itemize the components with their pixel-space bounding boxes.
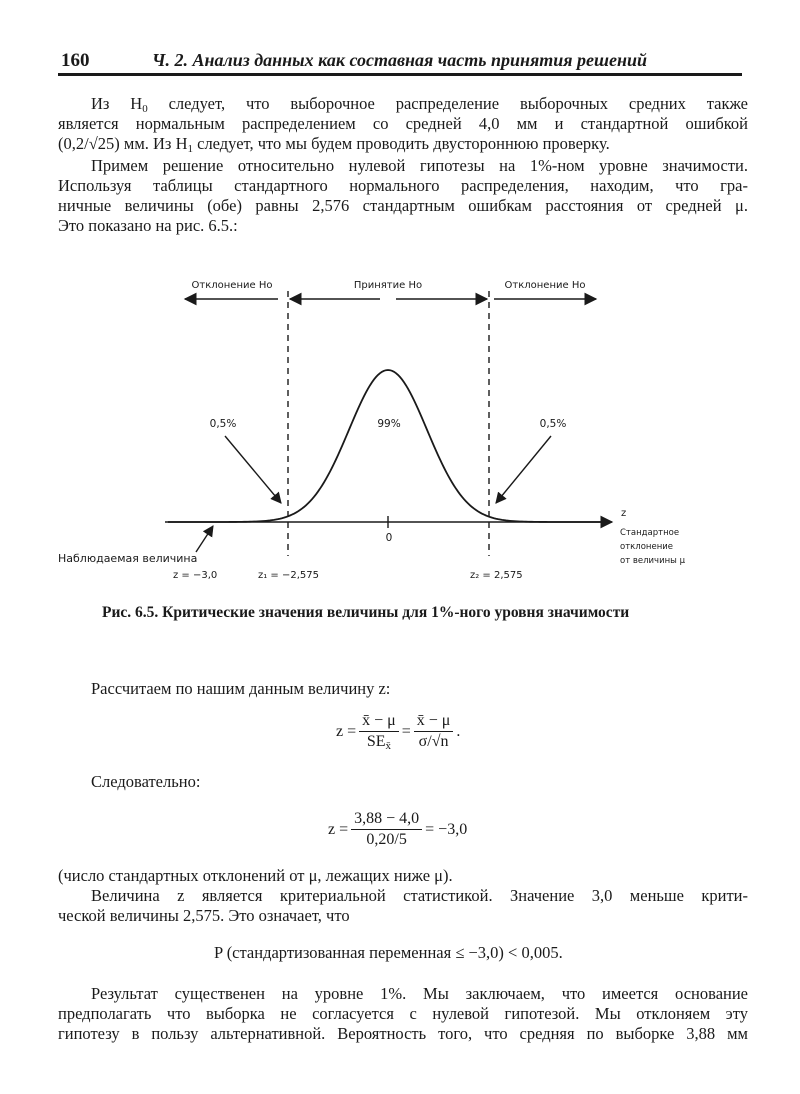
fraction-numerator: 3,88 − 4,0 <box>351 810 422 830</box>
text-line: Результат существенен на уровне 1%. Мы заключаем, что имеется основание <box>91 984 748 1003</box>
fraction-numerator: x̄ − μ <box>359 712 399 732</box>
intro-paragraph <box>58 94 748 154</box>
axis-description-line: от величины μ <box>620 556 685 566</box>
text-line: Используя таблицы стандартного нормального распределения, находим, что гра- <box>58 176 748 195</box>
probability-statement: P (стандартизованная переменная ≤ −3,0) < 0,005. <box>214 943 563 962</box>
z2-critical-label: z₂ = 2,575 <box>470 570 523 581</box>
z-formula <box>336 712 460 751</box>
fraction-sigma <box>414 712 454 751</box>
observed-value-label: Наблюдаемая величина <box>58 552 198 565</box>
region-reject-right-label: Отклонение Но <box>504 280 586 291</box>
text-line: Величина z является критериальной статистикой. Значение 3,0 меньше крити- <box>91 886 748 905</box>
mean-zero-label: 0 <box>385 532 393 544</box>
text-line: ческой величины 2,575. Это означает, что <box>58 906 350 925</box>
running-title: Ч. 2. Анализ данных как составная часть принятия решений <box>152 50 647 70</box>
text-line: (0,2/√25) мм. Из $H_1$ следует, что мы будем проводить двустороннюю проверку. <box>58 134 610 155</box>
formula-equals: = <box>401 722 411 740</box>
fraction-se <box>359 712 399 751</box>
text-line: ничные величины (обе) равны 2,576 стандартным ошибкам расстояния от средней μ. <box>58 196 748 215</box>
criterion-paragraph <box>58 866 748 926</box>
formula-end: . <box>456 722 461 740</box>
text-line: предполагать что выборка не согласуется с нулевой гипотезой. Мы отклоняем эту <box>58 1004 748 1023</box>
axis-description-line: отклонение <box>620 542 674 552</box>
header-rule <box>58 73 742 76</box>
formula-lhs: z = <box>328 820 349 838</box>
region-accept-label: Принятие Но <box>353 280 423 291</box>
text-line: Это показано на рис. 6.5.: <box>58 216 238 235</box>
text-line: Из $H_0$ следует, что выборочное распределение выборочных средних также <box>91 94 748 115</box>
result-paragraph <box>58 984 748 1044</box>
text-line: Примем решение относительно нулевой гипотезы на 1%-ном уровне значимости. <box>91 156 748 175</box>
observed-value-pointer <box>196 526 213 552</box>
decision-paragraph <box>58 156 748 236</box>
figure-caption: Рис. 6.5. Критические значения величины для 1%-ного уровня значимости <box>102 604 630 621</box>
fraction-denominator: σ/√n <box>418 733 449 750</box>
left-tail-pointer <box>225 436 281 503</box>
page-number: 160 <box>61 50 90 71</box>
fraction-denominator: $SE_{x̄}$ <box>366 733 392 752</box>
left-tail-percent: 0,5% <box>209 418 237 430</box>
axis-description-line: Стандартное <box>620 528 680 538</box>
normal-distribution-figure <box>0 260 800 590</box>
calc-intro-text: Рассчитаем по нашим данным величину z: <box>91 679 391 698</box>
hence-text: Следовательно: <box>91 772 201 791</box>
text-line: является нормальным распределением со средней 4,0 мм и стандартной ошибкой <box>58 114 748 133</box>
formula-lhs: z = <box>336 722 357 740</box>
z1-critical-label: z₁ = −2,575 <box>258 570 320 581</box>
z-value-formula <box>328 810 467 849</box>
fraction-values <box>351 810 422 849</box>
fraction-numerator: x̄ − μ <box>414 712 454 732</box>
text-line: гипотезу в пользу альтернативной. Вероятность того, что средняя по выборке 3,88 мм <box>58 1024 748 1043</box>
fraction-denominator: 0,20/5 <box>366 831 407 848</box>
axis-z-label: z <box>621 508 627 519</box>
formula-rhs: = −3,0 <box>425 820 468 838</box>
text-line: (число стандартных отклонений от μ, лежащих ниже μ). <box>58 866 453 885</box>
region-reject-left-label: Отклонение Но <box>191 280 273 291</box>
center-percent: 99% <box>377 418 401 430</box>
observed-z-value: z = −3,0 <box>173 570 218 581</box>
right-tail-pointer <box>496 436 551 503</box>
right-tail-percent: 0,5% <box>539 418 567 430</box>
